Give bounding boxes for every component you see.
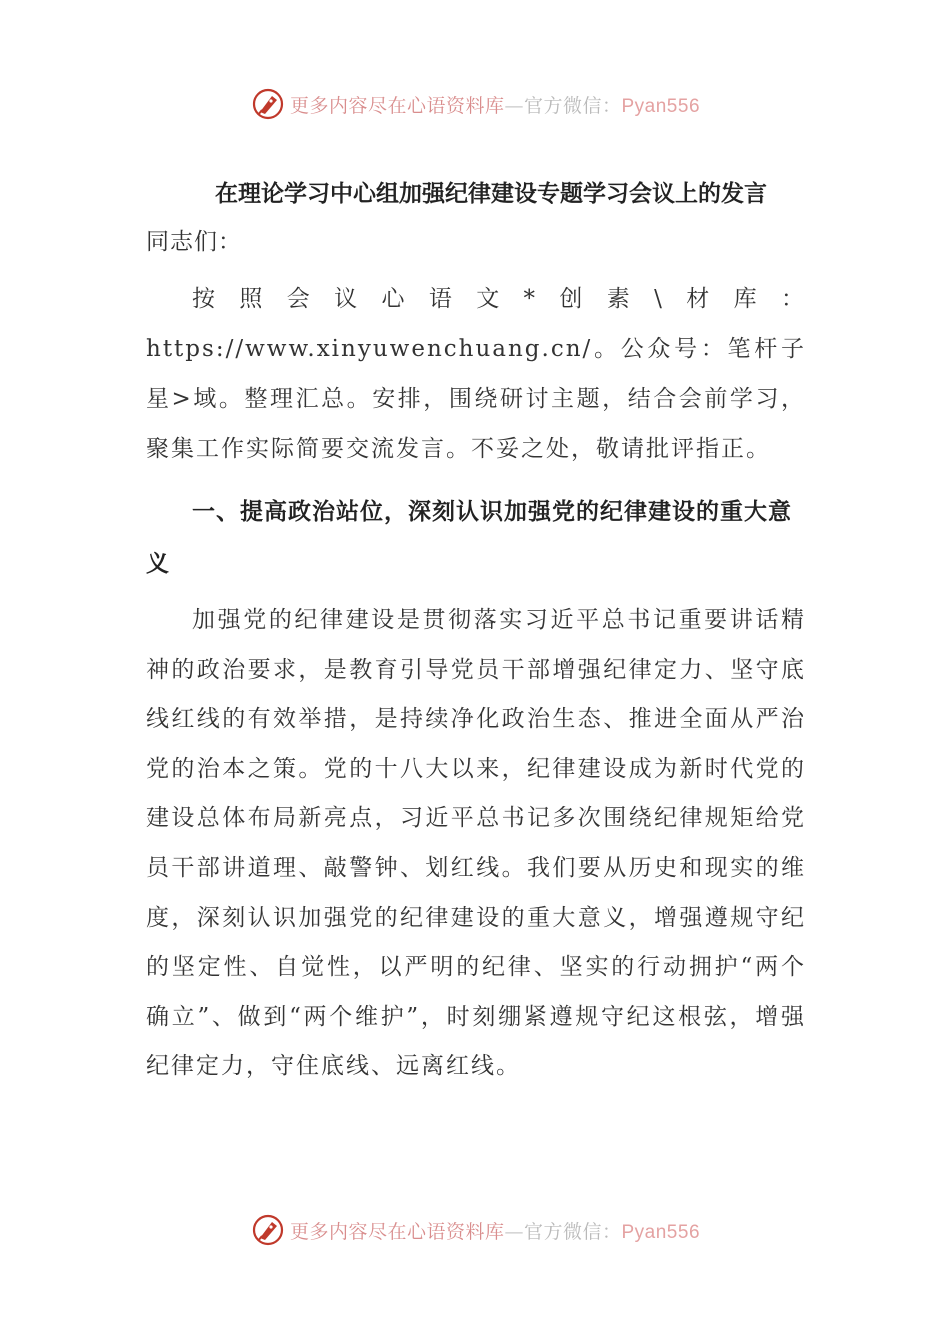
watermark-wechat-id: Pyan556 bbox=[621, 95, 701, 117]
pen-nib-logo-icon bbox=[250, 1212, 286, 1248]
watermark-library-text: 更多内容尽在心语资料库 bbox=[289, 1220, 505, 1243]
intro-paragraph: 按照会议心语文*创素\材库：https://www.xinyuwenchuang.cn/。公众号：笔杆子星>域。整理汇总。安排，围绕研讨主题，结合会前学习，聚集工作实际简要交流发言。不妥之处，敬请批评指正。 bbox=[146, 286, 806, 462]
watermark-separator: — bbox=[504, 94, 524, 117]
section-1-heading: 一、提高政治站位，深刻认识加强党的纪律建设的重大意义 bbox=[146, 499, 792, 577]
pen-nib-logo-icon bbox=[250, 86, 286, 122]
section-1-paragraph: 加强党的纪律建设是贯彻落实习近平总书记重要讲话精神的政治要求，是教育引导党员干部增强纪律定力、坚守底线红线的有效举措，是持续净化政治生态、推进全面从严治党的治本之策。党的十八大以来，纪律建设成为新时代党的建设总体布局新亮点，习近平总书记多次围绕纪律规矩给党员干部讲道理、敲警钟、划红线。我们要从历史和现实的维度，深刻认识加强党的纪律建设的重大意义，增强遵规守纪的坚定性、自觉性，以严明的纪律、坚实的行动拥护“两个确立”、做到“两个维护”，时刻绷紧遵规守纪这根弦，增强纪律定力，守住底线、远离红线。 bbox=[146, 607, 806, 1080]
header-watermark bbox=[0, 84, 950, 124]
watermark-library-text: 更多内容尽在心语资料库 bbox=[289, 94, 505, 117]
watermark-text bbox=[290, 1217, 700, 1244]
document-title: 在理论学习中心组加强纪律建设专题学习会议上的发言 bbox=[215, 181, 767, 207]
watermark-text bbox=[290, 91, 700, 118]
salutation: 同志们： bbox=[146, 229, 242, 255]
document-body bbox=[146, 168, 806, 1092]
watermark-wechat-id: Pyan556 bbox=[621, 1221, 701, 1243]
footer-watermark bbox=[0, 1210, 950, 1250]
watermark-separator: — bbox=[504, 1220, 524, 1243]
watermark-wechat-label: 官方微信： bbox=[523, 94, 622, 117]
watermark-wechat-label: 官方微信： bbox=[523, 1220, 622, 1243]
